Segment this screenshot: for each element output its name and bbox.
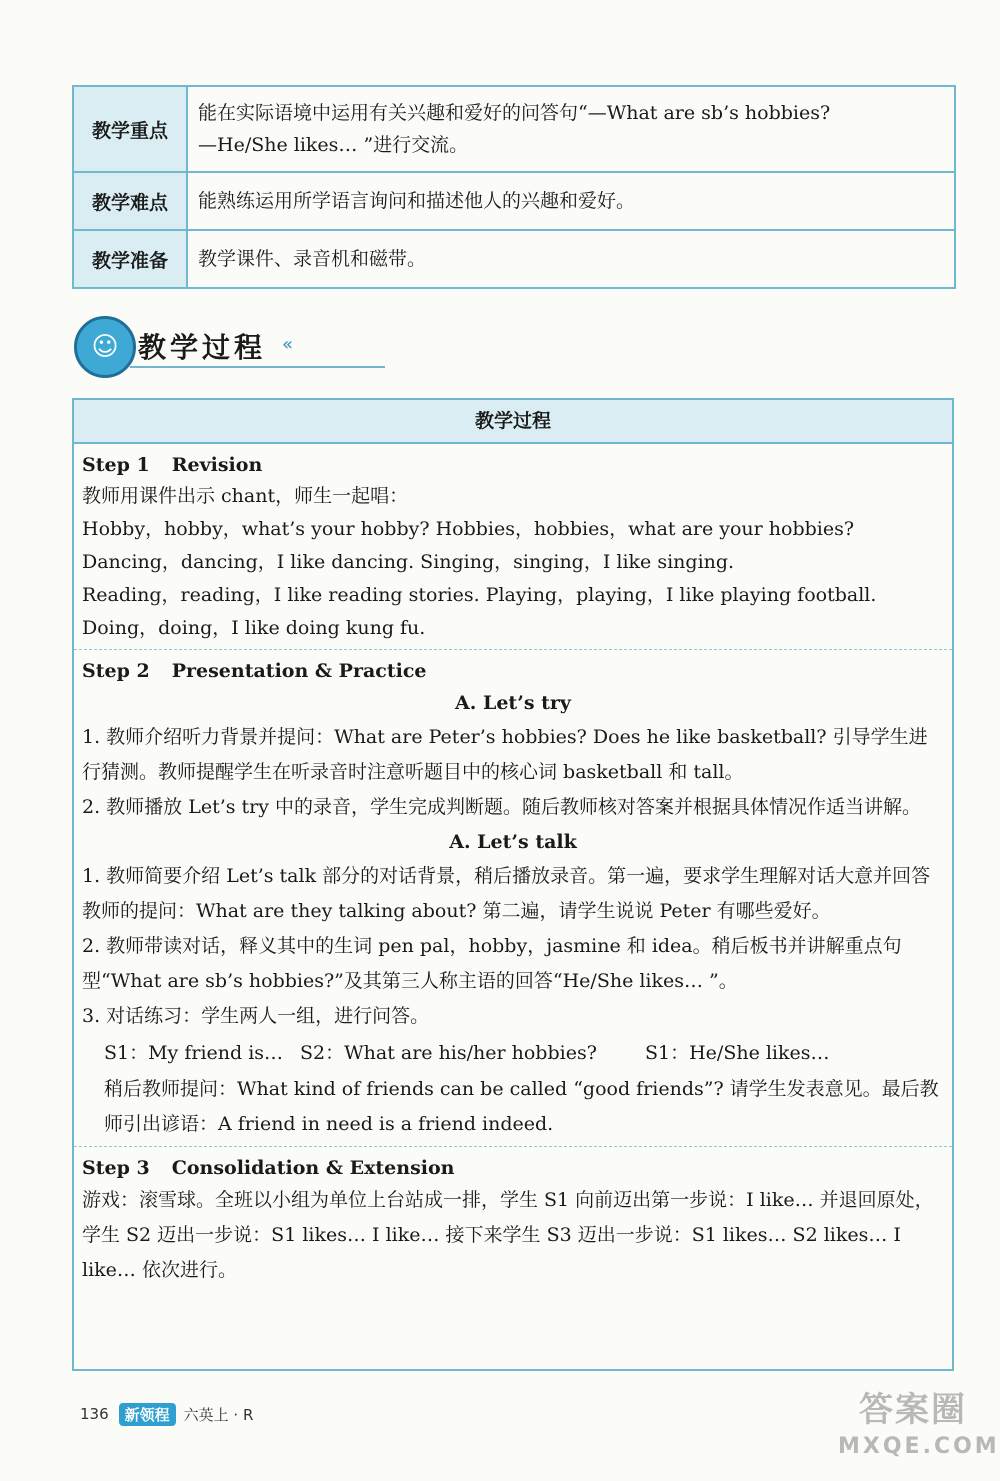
list-item: 1. 教师简要介绍 Let’s talk 部分的对话背景，稍后播放录音。第一遍，要求学生理解对话大意并回答教师的提问：What are they talking about? 第二遍，请学生说说 Peter 有哪些爱好。 [82, 865, 931, 922]
section-underline [130, 366, 385, 368]
watermark [838, 1388, 1000, 1472]
list-item: 2. 教师带读对话，释义其中的生词 pen pal，hobby，jasmine 和 idea。稍后板书并讲解重点句型“What are sb’s hobbies?”及其第三人称主语的回答“He/She likes… ”。 [82, 935, 902, 992]
scholar-mascot-icon: ☺ [74, 316, 136, 378]
info-label: 教学难点 [73, 172, 187, 230]
info-line: 教学课件、录音机和磁带。 [198, 248, 427, 270]
watermark-url: MXQE.COM [838, 1434, 1000, 1459]
step-revision [74, 444, 952, 650]
chant-line: Reading，reading，I like reading stories. Playing，playing，I like playing football. [82, 584, 877, 606]
info-label: 教学重点 [73, 86, 187, 172]
step-name: Revision [171, 454, 263, 476]
info-line: 能在实际语境中运用有关兴趣和爱好的问答句“—What are sb’s hobbies? [198, 102, 831, 124]
subsection-title: A. Let’s try [455, 692, 571, 714]
info-row-key-points [73, 86, 955, 172]
step-title [82, 656, 944, 686]
section-heading [70, 310, 320, 380]
page-number: 136 [80, 1405, 109, 1423]
dialogue-turn: S1：He/She likes… [645, 1042, 830, 1064]
list-item: 3. 对话练习：学生两人一组，进行问答。 [82, 1005, 430, 1027]
step-number: Step 1 [82, 454, 150, 476]
brand-logo: 新领程 [119, 1403, 176, 1426]
double-chevron-icon: « [282, 334, 294, 355]
step-consolidation [74, 1147, 952, 1292]
info-content [187, 230, 955, 288]
info-content [187, 86, 955, 172]
closing-paragraph: 稍后教师提问：What kind of friends can be called “good friends”? 请学生发表意见。最后教师引出谚语：A friend in need is a friend indeed. [104, 1078, 939, 1135]
step-number: Step 3 [82, 1157, 150, 1179]
chant-line: Hobby，hobby，what’s your hobby? Hobbies，hobbies，what are your hobbies? [82, 518, 855, 540]
list-item: 1. 教师介绍听力背景并提问：What are Peter’s hobbies? Does he like basketball? 引导学生进行猜测。教师提醒学生在听录音时注意听题目中的核心词 basketball 和 tall。 [82, 726, 928, 783]
process-table [72, 398, 954, 1371]
step-name: Presentation & Practice [171, 660, 427, 682]
step-title [82, 450, 944, 480]
subsection-title: A. Let’s talk [449, 831, 577, 853]
chant-line: Dancing，dancing，I like dancing. Singing，singing，I like singing. [82, 551, 735, 573]
step-presentation [74, 650, 952, 1147]
info-row-difficulties [73, 172, 955, 230]
step-number: Step 2 [82, 660, 150, 682]
dialogue-turn: S2：What are his/her hobbies? [300, 1042, 597, 1064]
section-title: 教学过程 [138, 331, 267, 364]
step-name: Consolidation & Extension [171, 1157, 455, 1179]
teaching-info-table [72, 85, 956, 289]
step-title [82, 1153, 944, 1183]
process-header: 教学过程 [74, 400, 952, 444]
step-line: 教师用课件出示 chant，师生一起唱： [82, 485, 409, 507]
chant-line: Doing，doing，I like doing kung fu. [82, 617, 426, 639]
info-content [187, 172, 955, 230]
info-line: —He/She likes… ”进行交流。 [198, 134, 469, 156]
dialogue-turn: S1：My friend is… [104, 1042, 284, 1064]
info-label: 教学准备 [73, 230, 187, 288]
game-paragraph: 游戏：滚雪球。全班以小组为单位上台站成一排，学生 S1 向前迈出第一步说：I like… 并退回原处，学生 S2 迈出一步说：S1 likes… I like… 接下来学生 S3 迈出一步说：S1 likes… S2 likes… I like… 依次进行。 [82, 1189, 934, 1281]
list-item: 2. 教师播放 Let’s try 中的录音，学生完成判断题。随后教师核对答案并根据具体情况作适当讲解。 [82, 796, 922, 818]
page-footer [80, 1400, 253, 1428]
info-row-preparation [73, 230, 955, 288]
edition-label: 六英上 · R [183, 1405, 254, 1424]
dialogue-line [82, 1034, 944, 1072]
watermark-title: 答案圈 [859, 1390, 967, 1430]
info-line: 能熟练运用所学语言询问和描述他人的兴趣和爱好。 [198, 190, 636, 212]
